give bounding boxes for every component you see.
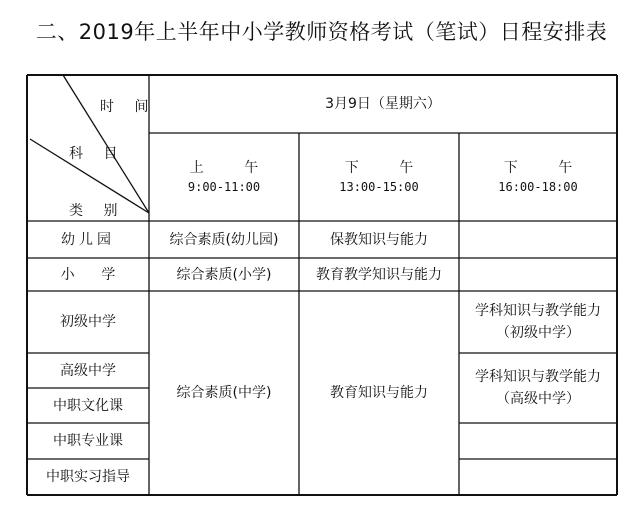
cell-vocational-specialty-afternoon-2-empty (459, 423, 617, 459)
cell-line: （初级中学） (496, 325, 580, 341)
cell-primary-morning: 综合素质(小学) (176, 266, 272, 283)
period-time: 9:00-11:00 (187, 180, 261, 194)
cell-secondary-afternoon-1: 教育知识与能力 (330, 385, 428, 401)
cell-senior-afternoon-2 (459, 353, 617, 423)
cell-vocational-practice-afternoon-2-empty (459, 459, 617, 495)
category-primary: 小 学 (60, 266, 116, 283)
date-header: 3月9日（星期六） (325, 96, 441, 112)
cell-kindergarten-afternoon-2-empty (459, 221, 617, 258)
period-name: 下 午 (503, 160, 591, 176)
category-junior-high: 初级中学 (60, 314, 116, 330)
category-kindergarten: 幼儿园 (61, 231, 115, 248)
period-name: 下 午 (344, 160, 432, 176)
cell-line: （高级中学） (496, 391, 580, 407)
cell-line: 学科知识与教学能力 (475, 303, 601, 319)
corner-category-label: 类 别 (69, 203, 126, 219)
category-vocational-practice: 中职实习指导 (46, 469, 130, 485)
cell-primary-afternoon-1: 教育教学知识与能力 (316, 266, 442, 283)
period-name: 上 午 (189, 160, 277, 176)
period-header-3 (459, 133, 617, 221)
cell-kindergarten-afternoon-1: 保教知识与能力 (330, 231, 428, 248)
cell-secondary-morning: 综合素质(中学) (176, 385, 272, 401)
category-senior-high: 高级中学 (60, 362, 116, 379)
category-vocational-specialty: 中职专业课 (53, 433, 123, 449)
corner-subject-label: 科 目 (69, 146, 126, 162)
cell-junior-afternoon-2 (459, 291, 617, 353)
period-header-2 (299, 133, 459, 221)
period-time: 16:00-18:00 (498, 180, 578, 194)
corner-time-label: 时 间 (100, 99, 157, 115)
period-header-1 (149, 133, 299, 221)
cell-primary-afternoon-2-empty (459, 258, 617, 291)
page-title: 二、2019年上半年中小学教师资格考试（笔试）日程安排表 (35, 20, 608, 44)
period-time: 13:00-15:00 (339, 180, 419, 194)
cell-kindergarten-morning: 综合素质(幼儿园) (169, 231, 279, 248)
cell-line: 学科知识与教学能力 (475, 369, 601, 385)
category-vocational-culture: 中职文化课 (53, 397, 123, 414)
